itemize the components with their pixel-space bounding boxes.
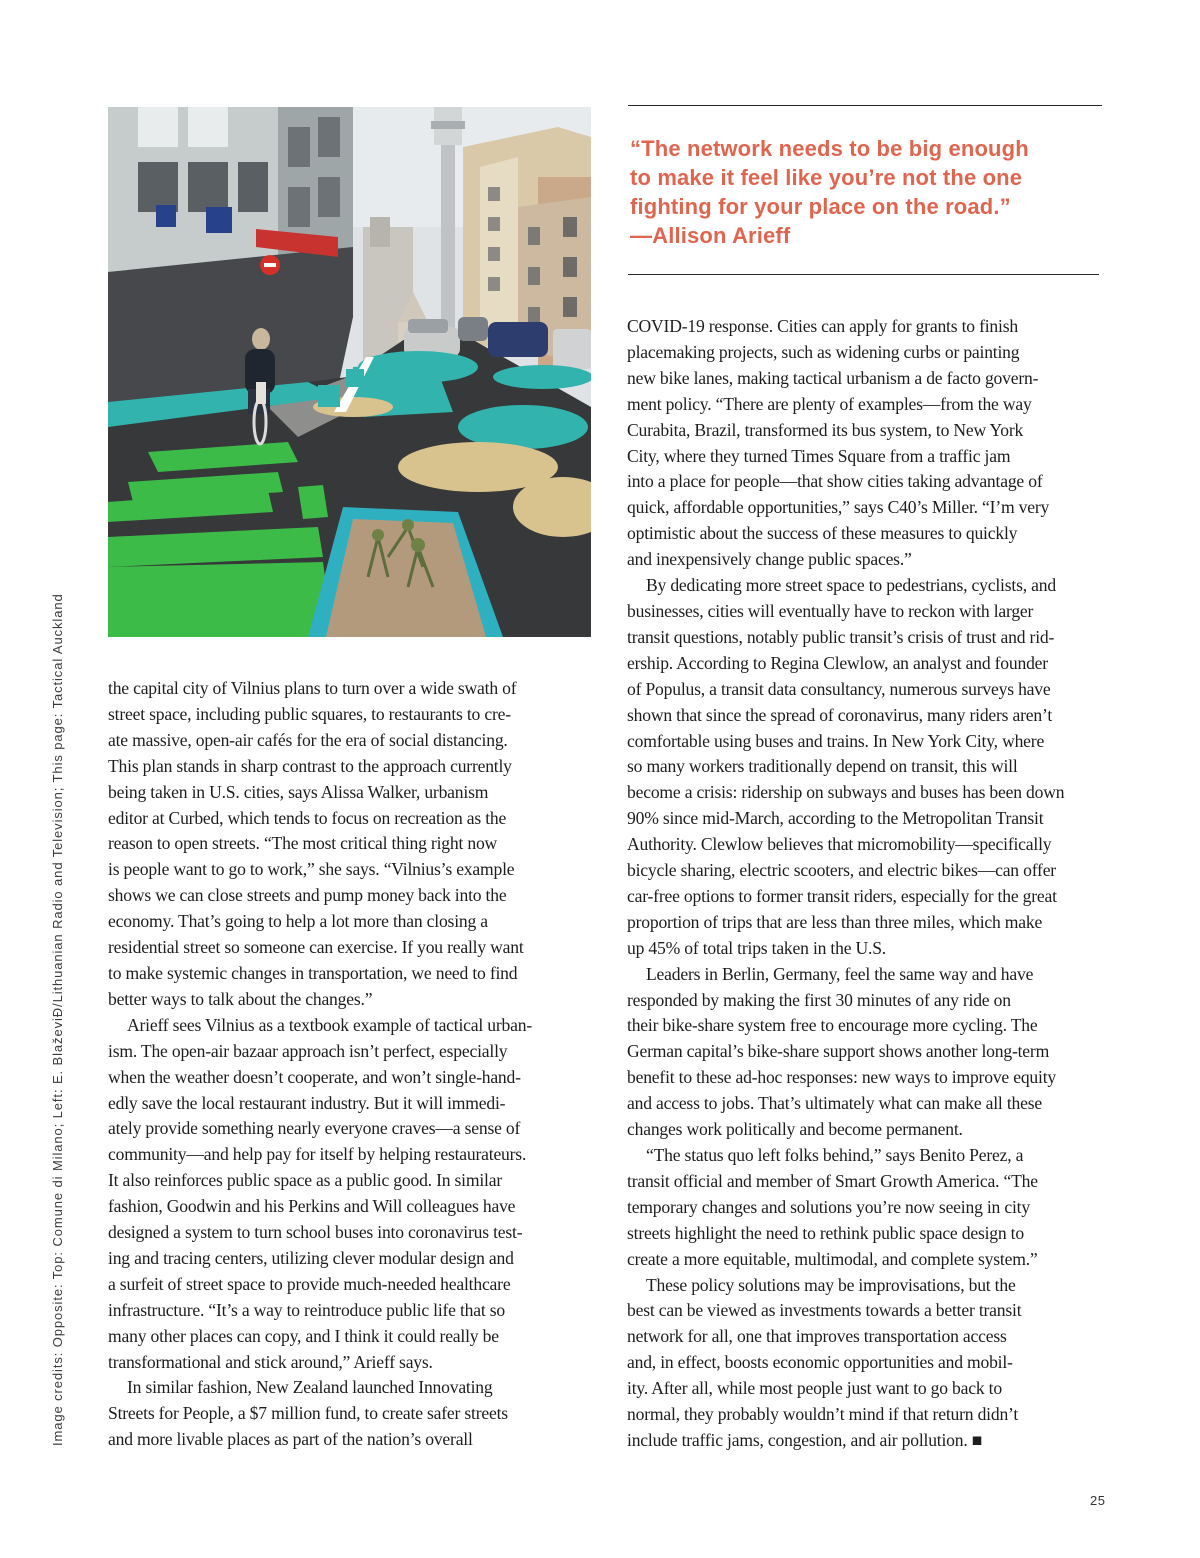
body-text-line: Curabita, Brazil, transformed its bus system, to New York [627,419,1024,440]
body-text-line: transit official and member of Smart Growth America. “The [627,1170,1038,1191]
body-text-line: City, where they turned Times Square from a traffic jam [627,445,1011,466]
body-text-line: Authority. Clewlow believes that micromobility—specifically [627,834,1052,855]
body-text-line: and more livable places as part of the nation’s overall [108,1429,473,1450]
body-text-line: businesses, cities will eventually have to reckon with larger [627,600,1034,621]
pull-quote-line: “The network needs to be big enough [630,136,1029,161]
body-text-line: and inexpensively change public spaces.” [627,549,912,570]
body-text-line: best can be viewed as investments towards a better transit [627,1300,1022,1321]
body-text-line: 90% since mid-March, according to the Metropolitan Transit [627,808,1044,829]
body-text-line: This plan stands in sharp contrast to the approach currently [108,755,512,776]
pull-quote-line: fighting for your place on the road.” [630,194,1011,219]
body-text-line: network for all, one that improves transportation access [627,1326,1007,1347]
body-text-line: a surfeit of street space to provide much-needed healthcare [108,1273,511,1294]
body-text-line: streets highlight the need to rethink public space design to [627,1222,1024,1243]
body-text-line: fashion, Goodwin and his Perkins and Will colleagues have [108,1196,516,1217]
body-text-line: into a place for people—that show cities taking advantage of [627,471,1043,492]
pull-quote-bottom-rule [628,274,1099,275]
body-text-line: to make systemic changes in transportation, we need to find [108,962,518,983]
body-text-line: German capital’s bike-share support shows another long-term [627,1041,1050,1062]
body-text-line: changes work politically and become permanent. [627,1119,963,1140]
body-text-line: many other places can copy, and I think it could really be [108,1325,499,1346]
body-text-line: designed a system to turn school buses into coronavirus test- [108,1222,523,1243]
body-text-line: responded by making the first 30 minutes of any ride on [627,989,1011,1010]
body-text-line: ately provide something nearly everyone craves—a sense of [108,1118,521,1139]
body-text-line: become a crisis: ridership on subways and buses has been down [627,782,1065,803]
body-text-line: benefit to these ad-hoc responses: new ways to improve equity [627,1067,1056,1088]
body-text-line: shows we can close streets and pump money back into the [108,885,507,906]
body-text-line: temporary changes and solutions you’re now seeing in city [627,1196,1030,1217]
pull-quote-attribution: —Allison Arieff [630,223,791,248]
body-text-line: ism. The open-air bazaar approach isn’t perfect, especially [108,1040,508,1061]
body-text-line: the capital city of Vilnius plans to turn over a wide swath of [108,678,517,698]
body-text-line: when the weather doesn’t cooperate, and won’t single-hand- [108,1066,521,1087]
body-text-line: proportion of trips that are less than three miles, which make [627,911,1043,932]
body-text-line: These policy solutions may be improvisations, but the [646,1274,1016,1295]
body-text-line: In similar fashion, New Zealand launched Innovating [127,1377,493,1398]
body-text-line: is people want to go to work,” she says. “Vilnius’s example [108,859,515,880]
body-text-line: quick, affordable opportunities,” says C40’s Miller. “I’m very [627,497,1050,518]
body-text-line: shown that since the spread of coronavirus, many riders aren’t [627,704,1053,725]
body-text-line: optimistic about the success of these measures to quickly [627,523,1018,544]
body-text-line: ership. According to Regina Clewlow, an analyst and founder [627,652,1048,673]
body-text-line: By dedicating more street space to pedestrians, cyclists, and [646,575,1056,596]
body-text-line: Leaders in Berlin, Germany, feel the same way and have [646,963,1034,984]
body-text-line: placemaking projects, such as widening curbs or painting [627,341,1020,362]
body-text-line: economy. That’s going to help a lot more than closing a [108,911,488,932]
body-text-line: normal, they probably wouldn’t mind if that return didn’t [627,1404,1019,1425]
body-text-line: create a more equitable, multimodal, and complete system.” [627,1248,1038,1269]
body-text-line: include traffic jams, congestion, and air pollution. ■ [627,1429,983,1450]
body-text-line: and, in effect, boosts economic opportunities and mobil- [627,1352,1013,1373]
body-text-line: their bike-share system free to encourage more cycling. The [627,1015,1038,1036]
body-text-line: community—and help pay for itself by helping restaurateurs. [108,1144,527,1165]
pull-quote [630,134,1110,250]
body-text-line: It also reinforces public space as a public good. In similar [108,1170,502,1191]
body-text-line: street space, including public squares, to restaurants to cre- [108,703,511,724]
body-text-line: of Populus, a transit data consultancy, numerous surveys have [627,678,1051,699]
body-column-right [627,314,1113,1454]
body-text-line: infrastructure. “It’s a way to reintroduce public life that so [108,1299,505,1320]
body-text-line: edly save the local restaurant industry. But it will immedi- [108,1092,506,1113]
body-text-line: being taken in U.S. cities, says Alissa Walker, urbanism [108,781,489,802]
body-text-line: comfortable using buses and trains. In New York City, where [627,730,1045,751]
body-text-line: better ways to talk about the changes.” [108,988,373,1009]
page-number: 25 [1090,1493,1106,1508]
image-credit: Image credits: Opposite: Top: Comune di Milano; Left: E. BlaževiĐ/Lithuanian Radio and Television; This page: Tactical Auckland [50,593,65,1446]
body-text-line: car-free options to former transit riders, especially for the great [627,885,1057,906]
body-text-line: “The status quo left folks behind,” says Benito Perez, a [646,1145,1024,1165]
body-text-line: ment policy. “There are plenty of examples—from the way [627,393,1032,414]
body-text-line: transformational and stick around,” Arieff says. [108,1351,433,1372]
body-text-line: up 45% of total trips taken in the U.S. [627,937,887,958]
body-text-line: Streets for People, a $7 million fund, to create safer streets [108,1403,508,1424]
body-text-line: ate massive, open-air cafés for the era of social distancing. [108,729,508,750]
body-text-line: editor at Curbed, which tends to focus on recreation as the [108,807,507,828]
body-column-left [108,676,600,1453]
body-text-line: so many workers traditionally depend on transit, this will [627,756,1018,777]
street-photo [108,107,591,637]
body-text-line: new bike lanes, making tactical urbanism a de facto govern- [627,367,1039,388]
body-text-line: COVID-19 response. Cities can apply for grants to finish [627,316,1018,336]
body-text-line: Arieff sees Vilnius as a textbook example of tactical urban- [127,1014,532,1035]
body-text-line: reason to open streets. “The most critical thing right now [108,833,498,854]
body-text-line: residential street so someone can exercise. If you really want [108,937,524,958]
body-text-line: ing and tracing centers, utilizing clever modular design and [108,1247,514,1268]
pull-quote-top-rule [628,105,1102,106]
pull-quote-line: to make it feel like you’re not the one [630,165,1023,190]
body-text-line: transit questions, notably public transit’s crisis of trust and rid- [627,626,1055,647]
body-text-line: bicycle sharing, electric scooters, and electric bikes—can offer [627,860,1056,881]
body-text-line: and access to jobs. That’s ultimately what can make all these [627,1093,1042,1114]
body-text-line: ity. After all, while most people just want to go back to [627,1378,1002,1399]
